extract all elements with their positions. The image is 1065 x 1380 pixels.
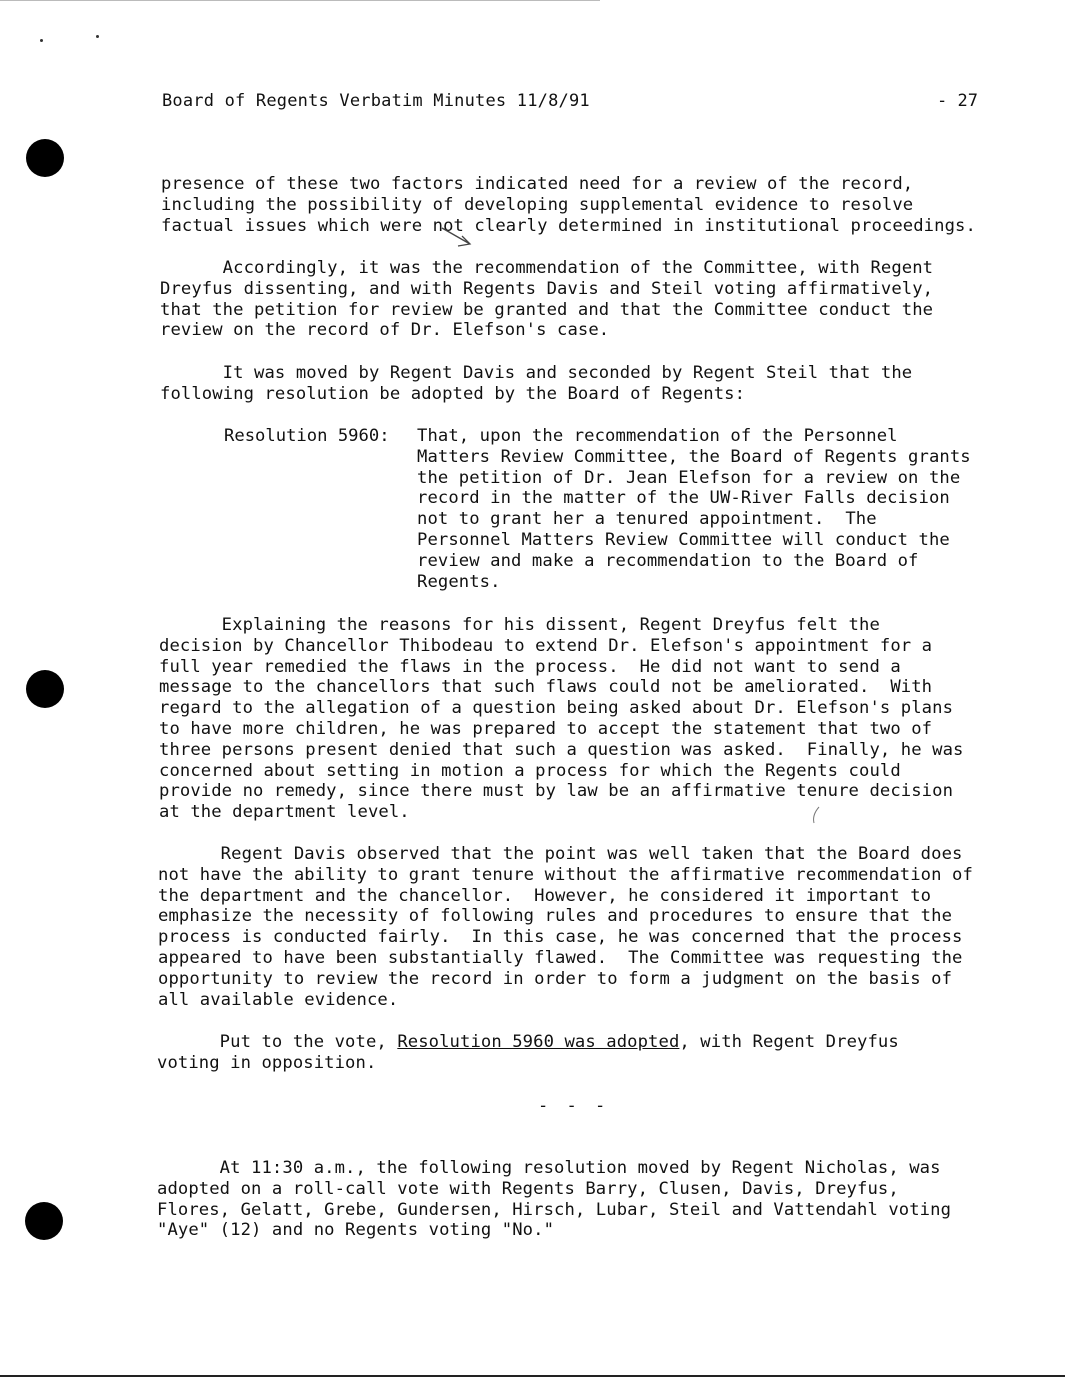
paragraph-3: It was moved by Regent Davis and seconded by Regent Steil that the following resolution be adopted by the Board of Regents: (160, 363, 913, 404)
vote-intro: Put to the vote, (157, 1032, 398, 1052)
resolution-adopted-underlined: Resolution 5960 was adopted (397, 1032, 680, 1052)
handwritten-mark (810, 806, 822, 824)
resolution-text: That, upon the recommendation of the Personnel Matters Review Committee, the Board of Regents grants the petition of Dr. Jean Elefson for a review on the record in the matter of the UW-River Falls decision not to grant her a tenured appointment. The Personnel Matters Review Committee will conduct the review and make a recommendation to the Board of Regents. (417, 426, 971, 592)
resolution-label: Resolution 5960: (224, 426, 390, 446)
paragraph-4: Explaining the reasons for his dissent, Regent Dreyfus felt the decision by Chancellor Thibodeau to extend Dr. Elefson's appointment for a full year remedied the flaws in the process. He did not want to send a message to the chancellors that such flaws could not be ameliorated. With regard to the allegation of a question being asked about Dr. Elefson's plans to have more children, he was prepared to accept the statement that two of three persons present denied that such a question was asked. Finally, he was concerned about setting in motion a process for which the Regents could provide no remedy, since there must by law be an affirmative tenure decision at the department level. (159, 615, 964, 823)
vote-outcome: , with Regent Dreyfus voting in opposition. (157, 1032, 899, 1073)
paragraph-6 (157, 1032, 899, 1074)
binder-hole (26, 670, 64, 708)
section-separator: - - - (538, 1096, 610, 1116)
scan-speck (40, 39, 43, 42)
handwritten-mark (440, 226, 480, 248)
scan-speck (96, 35, 99, 38)
page-number: - 27 (937, 91, 978, 111)
paragraph-1: presence of these two factors indicated need for a review of the record, including the possibility of developing supplemental evidence to resolve factual issues which were not clearly determined in institutional proceedings. (161, 174, 976, 236)
binder-hole (25, 1202, 63, 1240)
paragraph-2: Accordingly, it was the recommendation of the Committee, with Regent Dreyfus dissenting, and with Regents Davis and Steil voting affirmatively, that the petition for review be granted and that the Committee conduct the review on the record of Dr. Elefson's case. (160, 258, 934, 341)
scan-top-edge (0, 0, 600, 1)
binder-hole (26, 139, 64, 177)
paragraph-7: At 11:30 a.m., the following resolution moved by Regent Nicholas, was adopted on a roll-call vote with Regents Barry, Clusen, Davis, Dreyfus, Flores, Gelatt, Grebe, Gundersen, Hirsch, Lubar, Steil and Vattendahl voting "Aye" (12) and no Regents voting "No." (157, 1158, 952, 1241)
scan-bottom-edge (0, 1375, 1065, 1377)
paragraph-5: Regent Davis observed that the point was well taken that the Board does not have the ability to grant tenure without the affirmative recommendation of the department and the chancellor. However, he considered it important to emphasize the necessity of following rules and procedures to ensure that the process is conducted fairly. In this case, he was concerned that the process appeared to have been substantially flawed. The Committee was requesting the opportunity to review the record in order to form a judgment on the basis of all available evidence. (158, 844, 973, 1010)
page-header-title: Board of Regents Verbatim Minutes 11/8/91 (162, 91, 590, 111)
